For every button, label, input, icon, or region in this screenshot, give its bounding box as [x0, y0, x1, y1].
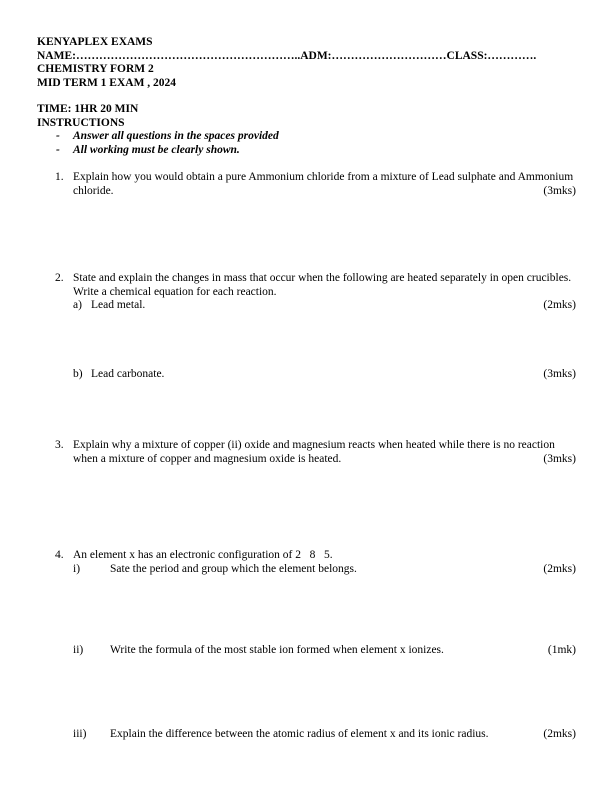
- header-gap: [37, 90, 576, 103]
- name-label: NAME:: [37, 49, 76, 62]
- answer-space: [37, 198, 576, 272]
- dash-bullet: -: [56, 143, 60, 156]
- class-label: CLASS:: [446, 49, 488, 62]
- question-2-part-a-label: a): [73, 299, 82, 311]
- dash-bullet: -: [56, 130, 60, 142]
- question-4-part-iii-marks: (2mks): [543, 727, 576, 740]
- question-1-number: 1.: [55, 171, 64, 183]
- question-1-marks: (3mks): [543, 184, 576, 197]
- exam-title: MID TERM 1 EXAM , 2024: [37, 76, 177, 89]
- question-4-part-ii-marks: (1mk): [547, 644, 576, 656]
- name-adm-class-line: [37, 50, 576, 64]
- question-4-number: 4.: [55, 549, 64, 561]
- question-3-number: 3.: [55, 439, 64, 451]
- question-4-part-i: [73, 563, 576, 577]
- class-dotted-line: ………….: [487, 49, 537, 62]
- exam-board-title: KENYAPLEX EXAMS: [37, 36, 153, 48]
- instructions-gap: [37, 157, 576, 171]
- question-2-part-b-marks: (3mks): [543, 367, 576, 380]
- question-4-part-ii-label: ii): [73, 644, 84, 656]
- question-4-part-ii-text: Write the formula of the most stable ion formed when element x ionizes.: [110, 644, 444, 656]
- question-4-part-iii-text: Explain the difference between the atomic radius of element x and its ionic radius.: [110, 727, 489, 740]
- question-1: [37, 171, 576, 198]
- instruction-text: All working must be clearly shown.: [73, 143, 240, 156]
- adm-label: ADM:: [300, 49, 332, 62]
- question-4-body: [73, 549, 576, 741]
- name-dotted-line: …………………………………………………..: [75, 49, 301, 62]
- question-2-part-b: [73, 368, 576, 382]
- answer-space: [73, 313, 576, 368]
- question-4-text: An element x has an electronic configuration of 2 8 5.: [73, 549, 333, 561]
- question-2-part-a: [73, 299, 576, 313]
- instruction-text: Answer all questions in the spaces provided: [73, 130, 279, 142]
- adm-dotted-line: …………………………: [331, 49, 447, 62]
- question-3: [37, 439, 576, 466]
- instruction-item-2: [37, 144, 576, 158]
- question-1-body: [73, 171, 576, 198]
- question-4-part-iii: [73, 728, 576, 742]
- question-2: [37, 272, 576, 381]
- answer-space: [73, 576, 576, 644]
- question-4-part-iii-label: iii): [73, 727, 87, 740]
- instruction-item-1: [37, 130, 576, 144]
- question-2-part-a-marks: (2mks): [543, 299, 576, 311]
- question-2-number: 2.: [55, 272, 64, 284]
- answer-space: [73, 658, 576, 728]
- answer-space: [37, 466, 576, 549]
- question-3-body: [73, 439, 576, 466]
- question-4-part-i-marks: (2mks): [543, 562, 576, 575]
- time-allowed: TIME: 1HR 20 MIN: [37, 103, 139, 115]
- question-4-part-ii: [73, 644, 576, 658]
- instructions-heading: INSTRUCTIONS: [37, 116, 125, 129]
- question-1-text: Explain how you would obtain a pure Ammonium chloride from a mixture of Lead sulphate and Ammonium chloride.: [73, 171, 577, 197]
- answer-space: [37, 381, 576, 439]
- question-4-part-i-text: Sate the period and group which the element belongs.: [110, 562, 357, 575]
- subject-title: CHEMISTRY FORM 2: [37, 63, 154, 75]
- question-4-part-i-label: i): [73, 562, 81, 575]
- question-2-part-a-text: Lead metal.: [91, 299, 146, 311]
- question-2-part-b-label: b): [73, 367, 83, 380]
- question-2-text: State and explain the changes in mass that occur when the following are heated separately in open crucibles. Write a chemical equation for each reaction.: [73, 272, 574, 298]
- question-2-body: [73, 272, 576, 381]
- question-2-part-b-text: Lead carbonate.: [91, 367, 165, 380]
- question-4: [37, 549, 576, 741]
- question-3-text: Explain why a mixture of copper (ii) oxide and magnesium reacts when heated while there is no reaction when a mixture of copper and magnesium oxide is heated.: [73, 439, 558, 465]
- question-3-marks: (3mks): [543, 452, 576, 465]
